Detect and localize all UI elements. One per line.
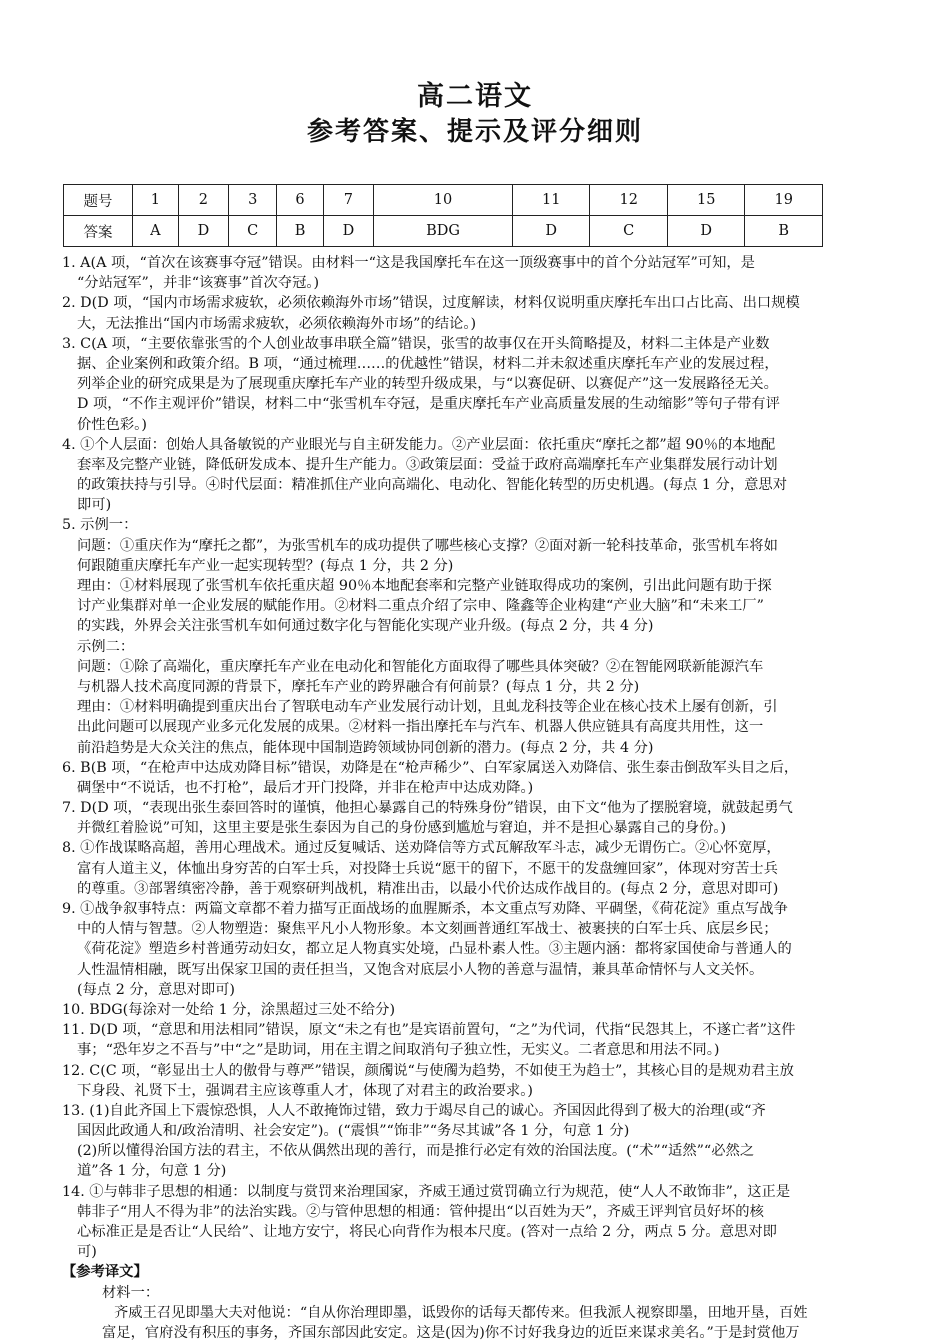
- text-line: 前沿趋势是大众关注的焦点，能体现中国制造跨领域协同创新的潜力。(每点 2 分，共 4 分): [77, 739, 654, 756]
- text-line: 11. D(D 项，“意思和用法相同”错误，原文“未之有也”是宾语前置句，“之”为代词，代指“民怨其上，不遂亡者”这件: [62, 1022, 796, 1039]
- text-line: 12. C(C 项，“彰显出士人的傲骨与尊严”错误，颜斶说“与使斶为趋势，不如使王为趋士”，其核心目的是规劝君主放: [62, 1062, 794, 1079]
- table-cell: B: [745, 216, 823, 247]
- table-cell: C: [590, 216, 667, 247]
- text-line: 理由：①材料展现了张雪机车依托重庆超 90％本地配套率和完整产业链取得成功的案例，引出此问题有助于探: [77, 578, 772, 594]
- text-line: 与机器人技术高度同源的背景下，摩托车产业的跨界融合有何前景？(每点 1 分，共 2 分): [77, 678, 640, 695]
- text-line: 富有人道主义，体恤出身穷苦的白军士兵，对投降士兵说“愿干的留下，不愿干的发盘缠回家”，体现对穷苦士兵: [77, 860, 778, 877]
- text-line: 6. B(B 项，“在枪声中达成劝降目标”错误，劝降是在“枪声稀少”、白军家属送入劝降信、张生泰击倒敌军头目之后，: [62, 759, 799, 776]
- table-cell: A: [133, 216, 179, 247]
- text-line: 的尊重。③部署缜密冷静，善于观察研判战机，精准出击，以最小代价达成作战目的。(每点 2 分，意思对即可): [77, 880, 779, 897]
- text-line: 问题：①除了高端化，重庆摩托车产业在电动化和智能化方面取得了哪些具体突破？②在智能网联新能源汽车: [77, 658, 764, 675]
- text-line: 的政策扶持与引导。④时代层面：精准抓住产业向高端化、电动化、智能化转型的历史机遇。(每点 1 分，意思对: [77, 477, 788, 494]
- text-line: 5. 示例一：: [62, 517, 138, 534]
- text-line: 据、企业案例和政策介绍。B 项，“通过梳理……的优越性”错误，材料二并未叙述重庆摩托车产业的发展过程，: [77, 355, 779, 372]
- table-cell: 2: [178, 185, 228, 216]
- text-line: D 项，“不作主观评价”错误，材料二中“张雪机车夺冠，是重庆摩托车产业高质量发展的生动缩影”等句子带有评: [77, 396, 780, 413]
- table-cell: 3: [229, 185, 277, 216]
- table-cell: 11: [512, 185, 589, 216]
- text-line: 问题：①重庆作为“摩托之都”，为张雪机车的成功提供了哪些核心支撑？②面对新一轮科技革命，张雪机车将如: [77, 537, 778, 554]
- text-line: 13. (1)自此齐国上下震惊恐惧，人人不敢掩饰过错，致力于竭尽自己的诚心。齐国因此得到了极大的治理(或“齐: [62, 1102, 766, 1119]
- text-line: 国因此政通人和/政治清明、社会安定”)。(“震惧”“饰非”“务尽其诚”各 1 分，句意 1 分): [77, 1123, 630, 1140]
- text-line: 《荷花淀》塑造乡村普通劳动妇女，都立足人物真实处境，凸显朴素人性。③主题内涵：都将家国使命与普通人的: [77, 941, 792, 958]
- text-line: 事；“恐年岁之不吾与”中“之”是助词，用在主谓之间取消句子独立性，无实义。二者意思和用法不同。): [77, 1042, 720, 1059]
- text-line: “分站冠军”，并非“该赛事”首次夺冠。): [77, 275, 320, 292]
- table-cell: D: [178, 216, 228, 247]
- text-line: 韩非子“用人不得为非”的法治实践。②与管仲思想的相通：管仲提出“以百姓为天”，齐威王评判官员好坏的核: [77, 1203, 764, 1220]
- table-cell: D: [667, 216, 744, 247]
- table-cell: 1: [133, 185, 179, 216]
- page-title: 高二语文: [417, 81, 533, 112]
- text-line: 7. D(D 项，“表现出张生泰回答时的谨慎，他担心暴露自己的特殊身份”错误，由下文“他为了摆脱窘境，就鼓起勇气: [62, 800, 793, 817]
- text-line: 下身段、礼贤下士，强调君主应该尊重人才，体现了对君主的政治要求。): [77, 1082, 533, 1099]
- text-line: 材料一：: [102, 1284, 160, 1301]
- text-line: 可): [77, 1244, 97, 1261]
- text-line: 列举企业的研究成果是为了展现重庆摩托车产业的转型升级成果，与“以赛促研、以赛促产”这一发展路径无关。: [77, 376, 778, 393]
- text-line: 何跟随重庆摩托车产业一起实现转型？(每点 1 分，共 2 分): [77, 557, 454, 574]
- text-line: 理由：①材料明确提到重庆出台了智联电动车产业发展行动计划，且虬龙科技等企业在核心技术上屡有创新，引: [77, 699, 778, 716]
- text-line: 14. ①与韩非子思想的相通：以制度与赏罚来治理国家，齐威王通过赏罚确立行为规范，使“人人不敢饰非”，这正是: [62, 1183, 791, 1200]
- text-line: 示例二：: [77, 638, 135, 655]
- text-line: 9. ①战争叙事特点：两篇文章都不着力描写正面战场的血腥厮杀，本文重点写劝降、平碉堡，《荷花淀》重点写战争: [62, 901, 788, 917]
- text-line: 4. ①个人层面：创始人具备敏锐的产业眼光与自主研发能力。②产业层面：依托重庆“摩托之都”超 90％的本地配: [62, 436, 776, 453]
- table-row-label: 答案: [64, 216, 133, 247]
- text-line: 即可): [77, 497, 112, 514]
- answer-table: [63, 184, 823, 247]
- text-line: 碉堡中“不说话，也不打枪”，最后才开门投降，并非在枪声中达成劝降。): [77, 779, 534, 796]
- text-line: 价性色彩。): [77, 416, 147, 433]
- table-cell: BDG: [374, 216, 513, 247]
- page-subtitle: 参考答案、提示及评分细则: [306, 117, 643, 147]
- text-line: 心标准正是是否让“人民给”、让地方安宁，将民心向背作为根本尺度。(答对一点给 2 分，两点 5 分。意思对即: [77, 1224, 777, 1240]
- text-line: 10. BDG(每涂对一处给 1 分，涂黑超过三处不给分): [62, 1001, 396, 1018]
- text-line: 讨产业集群对单一企业发展的赋能作用。②材料二重点介绍了宗申、隆鑫等企业构建“产业大脑”和“未来工厂”: [77, 598, 764, 615]
- table-cell: 15: [667, 185, 744, 216]
- table-cell: 10: [374, 185, 513, 216]
- text-line: 富足，官府没有积压的事务，齐国东部因此安定。这是(因为)你不讨好我身边的近臣来谋求美名。”于是封赏他万: [102, 1324, 800, 1341]
- text-line: 并微红着脸说”可知，这里主要是张生泰因为自己的身份感到尴尬与窘迫，并不是担心暴露自己的身份。): [77, 820, 727, 837]
- text-line: 大，无法推出“国内市场需求疲软，必须依赖海外市场”的结论。): [77, 315, 477, 332]
- text-line: 出此问题可以展现产业多元化发展的成果。②材料一指出摩托车与汽车、机器人供应链具有高度共用性，这一: [77, 719, 764, 736]
- text-line: 3. C(A 项，“主要依靠张雪的个人创业故事串联全篇”错误，张雪的故事仅在开头简略提及，材料二主体是产业数: [62, 335, 770, 352]
- table-cell: D: [323, 216, 373, 247]
- table-cell: B: [277, 216, 323, 247]
- table-row-numbers: [64, 185, 823, 216]
- table-row-label: 题号: [64, 185, 133, 216]
- text-line: 1. A(A 项，“首次在该赛事夺冠”错误。由材料一“这是我国摩托车在这一顶级赛事中的首个分站冠军”可知，是: [62, 255, 755, 271]
- table-cell: D: [512, 216, 589, 247]
- text-line: 8. ①作战谋略高超，善用心理战术。通过反复喊话、送劝降信等方式瓦解敌军斗志，减少无谓伤亡。②心怀宽厚，: [62, 840, 781, 857]
- text-line: 中的人情与智慧。②人物塑造：聚焦平凡小人物形象。本文刻画普通红军战士、被裹挟的白军士兵、底层乡民；: [77, 921, 778, 938]
- text-line: 的实践，外界会关注张雪机车如何通过数字化与智能化实现产业升级。(每点 2 分，共 4 分): [77, 618, 654, 635]
- table-cell: C: [229, 216, 277, 247]
- table-cell: 7: [323, 185, 373, 216]
- text-line: 齐威王召见即墨大夫对他说：“自从你治理即墨，诋毁你的话每天都传来。但我派人视察即墨，田地开垦，百姓: [114, 1304, 808, 1321]
- table-cell: 19: [745, 185, 823, 216]
- table-row-answers: [64, 216, 823, 247]
- table-cell: 12: [590, 185, 667, 216]
- section-heading: 【参考译文】: [62, 1264, 148, 1281]
- text-line: 道”各 1 分，句意 1 分): [77, 1163, 227, 1180]
- text-line: (每点 2 分，意思对即可): [77, 981, 236, 998]
- answer-body-text: [62, 253, 888, 1343]
- text-line: 人性温情相融，既写出保家卫国的责任担当，又饱含对底层小人物的善意与温情，兼具革命情怀与人文关怀。: [77, 961, 764, 978]
- table-cell: 6: [277, 185, 323, 216]
- text-line: 套率及完整产业链，降低研发成本、提升生产能力。③政策层面：受益于政府高端摩托车产业集群发展行动计划: [77, 456, 778, 473]
- text-line: (2)所以懂得治国方法的君主，不依从偶然出现的善行，而是推行必定有效的治国法度。(“术”“适然”“必然之: [77, 1143, 755, 1160]
- text-line: 2. D(D 项，“国内市场需求疲软，必须依赖海外市场”错误，过度解读，材料仅说明重庆摩托车出口占比高、出口规模: [62, 295, 800, 312]
